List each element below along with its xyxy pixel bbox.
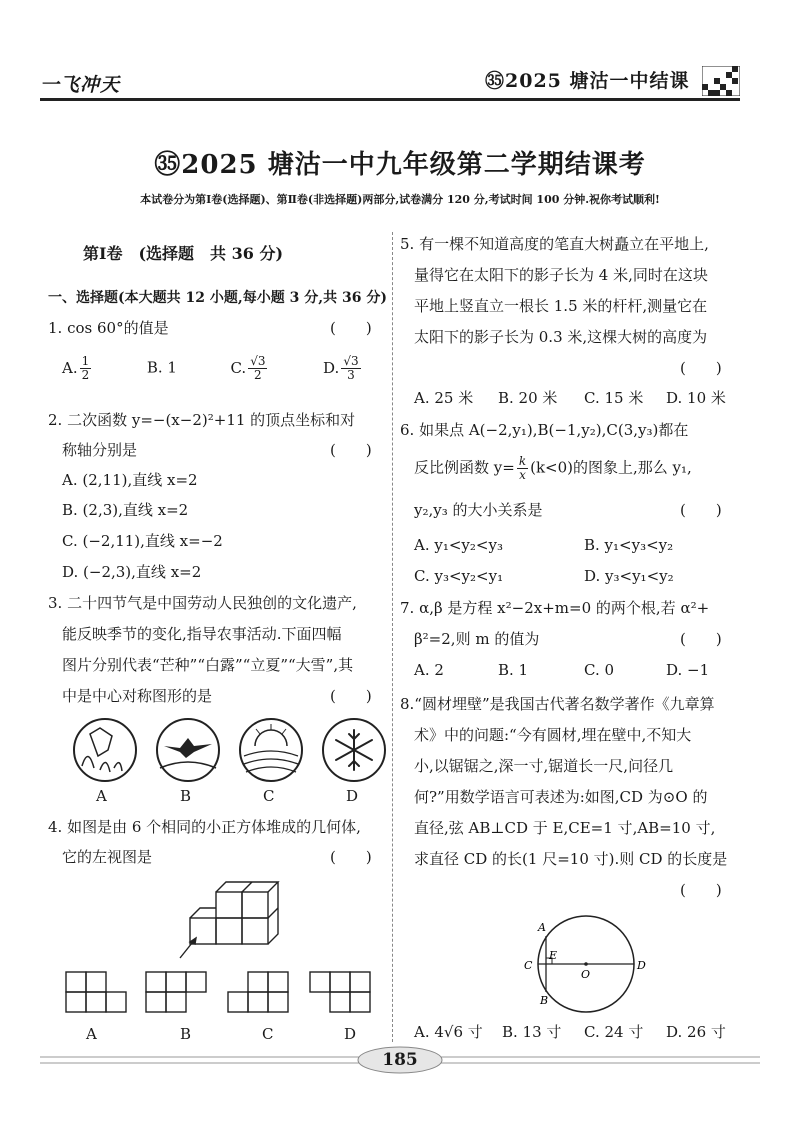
section-intro: 一、选择题(本大题共 12 小题,每小题 3 分,共 36 分)	[48, 290, 387, 306]
q3-stem-line2: 能反映季节的变化,指导农事活动.下面四幅	[62, 625, 342, 643]
q5-answer-slot[interactable]: ( )	[680, 359, 722, 377]
q2-answer-slot[interactable]: ( )	[330, 441, 372, 459]
q4-cube-stack-figure	[170, 872, 280, 962]
checker-decoration	[702, 66, 740, 96]
q7-option-d[interactable]: D. −1	[666, 661, 710, 679]
q1-stem: 1. cos 60°的值是	[48, 319, 169, 337]
q7-answer-slot[interactable]: ( )	[680, 630, 722, 648]
column-divider	[392, 232, 393, 1042]
q8-circle-diagram	[516, 912, 646, 1016]
q7-stem-line1: 7. α,β 是方程 x²−2x+m=0 的两个根,若 α²+	[400, 599, 710, 617]
q5-option-a[interactable]: A. 25 米	[414, 389, 474, 407]
q4-view-options	[58, 966, 388, 1026]
label-o: O	[581, 968, 591, 981]
q8-stem-line2: 术》中的问题:“今有圆材,埋在壁中,不知大	[414, 726, 692, 744]
q2-stem-line1: 2. 二次函数 y=−(x−2)²+11 的顶点坐标和对	[48, 411, 356, 429]
q7-option-b[interactable]: B. 1	[498, 661, 529, 679]
q7-option-a[interactable]: A. 2	[414, 661, 444, 679]
q1-option-c[interactable]: C. $\frac{√3}{2}$	[230, 354, 266, 382]
q3-figure-a[interactable]	[74, 719, 136, 781]
q5-stem-line1: 5. 有一棵不知道高度的笔直大树矗立在平地上,	[400, 235, 709, 253]
q4-option-d-view[interactable]	[310, 972, 370, 1012]
q4-label-c: C	[262, 1025, 274, 1043]
q8-option-c[interactable]: C. 24 寸	[584, 1023, 644, 1041]
q6-option-a[interactable]: A. y₁<y₂<y₃	[414, 536, 503, 554]
q5-stem-line3: 平地上竖直立一根长 1.5 米的杆杆,测量它在	[414, 297, 708, 315]
q8-stem-line6: 求直径 CD 的长(1 尺=10 寸).则 CD 的长度是	[414, 850, 728, 868]
q2-stem-line2: 称轴分别是	[62, 441, 138, 459]
q2-option-c[interactable]: C. (−2,11),直线 x=−2	[62, 532, 223, 550]
q8-stem-line1: 8.“圆材埋壁”是我国古代著名数学著作《九章算	[400, 695, 715, 713]
q8-stem-line4: 何?”用数学语言可表述为:如图,CD 为⊙O 的	[414, 788, 708, 806]
label-c: C	[524, 959, 533, 972]
q5-stem-line2: 量得它在太阳下的影子长为 4 米,同时在这块	[414, 266, 708, 284]
exam-instructions: 本试卷分为第Ⅰ卷(选择题)、第Ⅱ卷(非选择题)两部分,试卷满分 120 分,考试时间 100 分钟.祝你考试顺利!	[140, 193, 660, 206]
q4-stem-line1: 4. 如图是由 6 个相同的小正方体堆成的几何体,	[48, 818, 361, 836]
q3-solar-term-figures	[60, 716, 390, 786]
q4-answer-slot[interactable]: ( )	[330, 848, 372, 866]
exam-title: ㉟2025 塘沽一中九年级第二学期结课考	[154, 150, 646, 180]
label-d: D	[637, 959, 646, 972]
q5-option-b[interactable]: B. 20 米	[498, 389, 558, 407]
q8-stem-line5: 直径,弦 AB⊥CD 于 E,CE=1 寸,AB=10 寸,	[414, 819, 716, 837]
q2-option-d[interactable]: D. (−2,3),直线 x=2	[62, 563, 202, 581]
q6-stem-line3: y₂,y₃ 的大小关系是	[414, 501, 543, 519]
label-e: E	[549, 949, 558, 962]
q8-stem-line3: 小,以锯锯之,深一寸,锯道长一尺,问径几	[414, 757, 674, 775]
q3-label-a: A	[96, 787, 107, 805]
q8-option-d[interactable]: D. 26 寸	[666, 1023, 726, 1041]
q5-stem-line4: 太阳下的影子长为 0.3 米,这棵大树的高度为	[414, 328, 708, 346]
q1-answer-slot[interactable]: ( )	[330, 319, 372, 337]
header-rule	[40, 98, 740, 101]
q2-option-b[interactable]: B. (2,3),直线 x=2	[62, 501, 189, 519]
q3-stem-line3: 图片分别代表“芒种”“白露”“立夏”“大雪”,其	[62, 656, 354, 674]
q3-stem-line1: 3. 二十四节气是中国劳动人民独创的文化遗产,	[48, 594, 357, 612]
q1-option-b[interactable]: B. 1	[146, 358, 177, 377]
q4-option-c-view[interactable]	[228, 972, 288, 1012]
q3-figure-c[interactable]	[240, 719, 302, 781]
q4-label-d: D	[344, 1025, 357, 1043]
q3-label-b: B	[180, 787, 192, 805]
q3-stem-line4: 中是中心对称图形的是	[62, 687, 213, 705]
q8-answer-slot[interactable]: ( )	[680, 881, 722, 899]
q6-option-c[interactable]: C. y₃<y₂<y₁	[414, 567, 504, 585]
q6-option-d[interactable]: D. y₃<y₁<y₂	[584, 567, 674, 585]
section-heading: 第Ⅰ卷 (选择题 共 36 分)	[83, 244, 284, 263]
q6-stem-line1: 6. 如果点 A(−2,y₁),B(−1,y₂),C(3,y₃)都在	[400, 421, 689, 439]
q7-stem-line2: β²=2,则 m 的值为	[414, 630, 540, 648]
q1-options	[62, 355, 363, 382]
header-title: ㉟2025 塘沽一中结课	[485, 70, 690, 92]
q4-option-a-view[interactable]	[66, 972, 126, 1012]
q6-option-b[interactable]: B. y₁<y₃<y₂	[584, 536, 674, 554]
q3-figure-d[interactable]	[323, 719, 385, 781]
q5-option-d[interactable]: D. 10 米	[666, 389, 726, 407]
q3-label-d: D	[346, 787, 359, 805]
q2-option-a[interactable]: A. (2,11),直线 x=2	[62, 471, 198, 489]
label-a: A	[538, 921, 546, 934]
q3-figure-b[interactable]	[157, 719, 219, 781]
q4-stem-line2: 它的左视图是	[62, 848, 153, 866]
brand-logo: 一飞冲天	[40, 74, 121, 96]
q8-option-b[interactable]: B. 13 寸	[502, 1023, 562, 1041]
q4-label-a: A	[86, 1025, 97, 1043]
q1-option-a[interactable]: A. $\frac{1}{2}$	[62, 354, 90, 382]
q1-option-d[interactable]: D. $\frac{√3}{3}$	[323, 354, 359, 382]
q4-option-b-view[interactable]	[146, 972, 206, 1012]
q6-answer-slot[interactable]: ( )	[680, 501, 722, 519]
q8-option-a[interactable]: A. 4√6 寸	[414, 1023, 483, 1041]
q7-option-c[interactable]: C. 0	[584, 661, 615, 679]
q5-option-c[interactable]: C. 15 米	[584, 389, 644, 407]
q4-label-b: B	[180, 1025, 192, 1043]
q6-stem-line2: 反比例函数 y= $\frac{k}{x}$ (k<0)的图象上,那么 y₁,	[414, 454, 692, 482]
label-b: B	[540, 994, 549, 1007]
q3-label-c: C	[263, 787, 275, 805]
page-number: 185	[382, 1050, 418, 1070]
q3-answer-slot[interactable]: ( )	[330, 687, 372, 705]
